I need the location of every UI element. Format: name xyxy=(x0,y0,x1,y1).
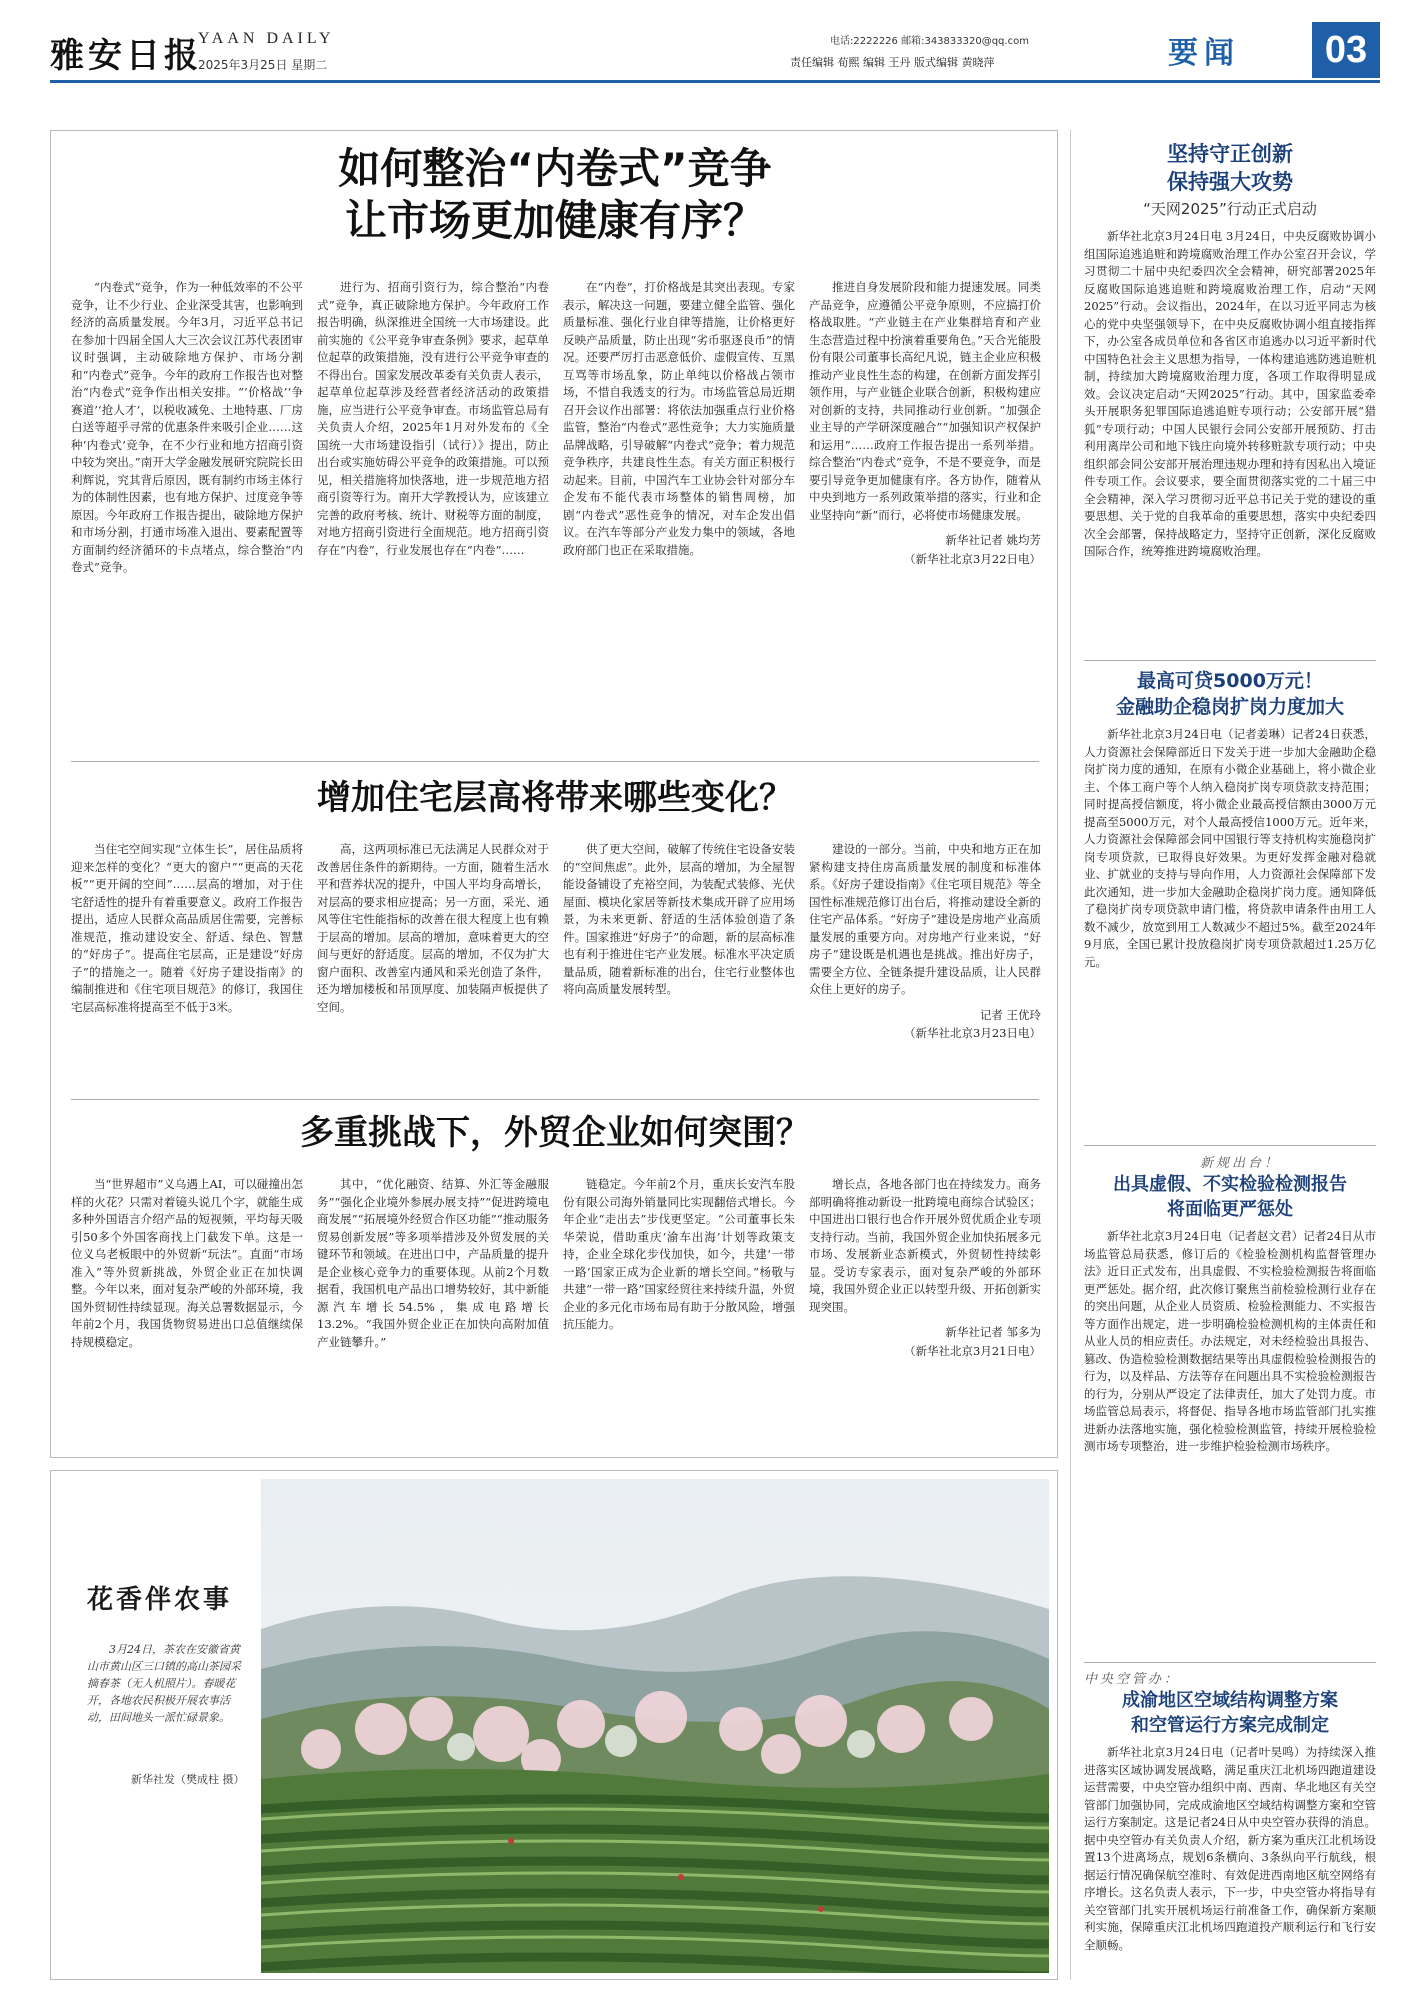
right-article-2-text: 新华社北京3月24日电（记者姜琳）记者24日获悉，人力资源社会保障部近日下发关于进一步加大金融助企稳岗扩岗力度的通知，在原有小微企业基础上，将小微企业主、个体工商户等个人纳入稳岗扩岗专项贷款支持范围；同时提高授信额度，将小微企业最高授信额由3000万元提高至5000万元，对个人最高授信1000万元。近年来，人力资源社会保障部会同中国银行等支持机构实施稳岗扩岗专项贷款，已取得良好效果。为更好发挥金融对稳就业、扩就业的支持与导向作用，人力资源社会保障部下发此次通知，进一步加大金融助企稳岗扩岗力度。通知降低了稳岗扩岗专项贷款申请门槛，将贷款申请条件由用工人数不减少，放宽到用工人数减少不超过5%。截至2024年9月底，全国已累计投放稳岗扩岗专项贷款超过1.25万亿元。 xyxy=(1084,727,1376,969)
divider xyxy=(1084,1145,1376,1146)
article-1-column-3 xyxy=(563,279,795,749)
article-2-column-2 xyxy=(317,841,549,1091)
right-article-3-body xyxy=(1084,1228,1376,1656)
article-3-column-2 xyxy=(317,1176,549,1448)
article-3-column-1 xyxy=(71,1176,303,1448)
right-article-1-subtitle: “天网2025”行动正式启动 xyxy=(1143,200,1317,218)
right-article-1-title-line2: 保持强大攻势 xyxy=(1167,170,1293,194)
article-1-column-2 xyxy=(317,279,549,749)
main-articles-frame xyxy=(50,130,1058,1458)
article-2-title[interactable]: 增加住宅层高将带来哪些变化？ xyxy=(317,778,793,818)
right-article-4-text: 新华社北京3月24日电（记者叶昊鸣）为持续深入推进落实区域协调发展战略，满足重庆江北机场四跑道建设运营需要，中央空管办组织中南、西南、华北地区有关空管部门加强协同，完成成渝地区空域结构调整方案和空管运行方案制定。这是记者24日从中央空管办获得的消息。据中央空管办有关负责人介绍，新方案为重庆江北机场设置13个进离场点，规划6条横向、3条纵向平行航线，根据运行情况确保航空准时、有效促进西南地区航空网络有序增长。这名负责人表示，下一步，中央空管办将指导有关空管部门扎实开展机场运行前准备工作，确保新方案顺利实施，保障重庆江北机场四跑道投产顺利运行和飞行安全顺畅。 xyxy=(1084,1745,1376,1952)
column-divider xyxy=(1070,130,1071,1980)
divider xyxy=(71,761,1039,762)
article-3-column-4 xyxy=(809,1176,1041,1448)
right-article-2-title-line1: 最高可贷5000万元！ xyxy=(1137,670,1323,692)
page-number: 03 xyxy=(1312,22,1380,78)
article-3-text-1: 当“世界超市”义乌遇上AI，可以碰撞出怎样的火花？只需对着镜头说几个字，就能生成多种外国语言介绍产品的短视频，平均每天吸引50多个外国客商找上门截发下单。这是一位义乌老板眼中的外贸新“玩法”。直面“市场准入”等外贸新挑战，外贸企业正在加快调整。今年以来，面对复杂严峻的外部环境，我国外贸韧性持续显现。海关总署数据显示，今年前2个月，我国货物贸易进出口总值继续保持规模稳定。 xyxy=(71,1177,303,1349)
article-2-column-1 xyxy=(71,841,303,1091)
article-3-column-3 xyxy=(563,1176,795,1448)
article-3-dateline: （新华社北京3月21日电） xyxy=(904,1343,1041,1358)
article-1-text-1: “内卷式”竞争，作为一种低效率的不公平竞争，让不少行业、企业深受其害，也影响到经济的高质量发展。今年3月，习近平总书记在参加十四届全国人大三次会议江苏代表团审议时强调，主动破除地方保护、市场分割和“内卷式”竞争。今年的政府工作报告也对整治“内卷式”竞争作出相关安排。“‘价格战’‘争赛道’‘抢人才’，以税收减免、土地特惠、厂房白送等超乎寻常的优惠条件来吸引企业……这种‘内卷式’竞争，在不少行业和地方招商引资中较为突出。”南开大学金融发展研究院院长田利辉说，究其背后原因，既有制约市场主体行为的体制性因素，也有地方保护、过度竞争等原因。今年政府工作报告提出，破除地方保护和市场分割，打通市场准入退出、要素配置等方面制约经济循环的卡点堵点，综合整治“内卷式”竞争。 xyxy=(71,280,303,574)
right-article-1-title[interactable] xyxy=(1080,140,1380,196)
photo-title: 花香伴农事 xyxy=(87,1585,233,1615)
right-article-3-title[interactable] xyxy=(1080,1172,1380,1222)
right-article-4-body xyxy=(1084,1744,1376,1980)
right-article-3-text: 新华社北京3月24日电（记者赵文君）记者24日从市场监管总局获悉，修订后的《检验检测机构监督管理办法》近日正式发布，出具虚假、不实检验检测报告将面临更严惩处。据介绍，此次修订聚焦当前检验检测行业存在的突出问题，从企业人员资质、检验检测能力、不实报告等方面作出规定，进一步明确检验检测机构的主体责任和从业人员的相应责任。办法规定，对未经检验出具报告、篡改、伪造检验检测数据结果等出具虚假检验检测报告的行为，以及样品、方法等存在问题出具不实检验检测报告的行为，分别从严设定了法律责任，加大了处罚力度。市场监管总局表示，将督促、指导各地市场监管部门扎实推进新办法落地实施，强化检验检测监管，持续开展检验检测市场专项整治，进一步维护检验检测市场秩序。 xyxy=(1084,1229,1376,1453)
article-2-column-3 xyxy=(563,841,795,1091)
right-article-4-kicker: 中央空管办： xyxy=(1084,1672,1181,1687)
article-3-reporter: 新华社记者 邹多为 xyxy=(945,1325,1041,1339)
divider xyxy=(1084,660,1376,661)
article-1-title[interactable] xyxy=(51,143,1059,247)
right-article-2-body xyxy=(1084,726,1376,1138)
photo-caption xyxy=(87,1641,245,1726)
article-1-text-2: 进行为、招商引资行为，综合整治“内卷式”竞争，真正破除地方保护。今年政府工作报告明确，纵深推进全国统一大市场建设。此前实施的《公平竞争审查条例》要求，起草单位起草的政策措施，没有进行公平竞争审查的不得出台。国家发展改革委有关负责人表示，起草单位起草涉及经营者经济活动的政策措施，应当进行公平竞争审查。市场监管总局有关负责人介绍，2025年1月对外发布的《全国统一大市场建设指引（试行）》提出，防止出台或实施妨碍公平竞争的政策措施。可以预见，相关措施将加快落地，进一步规范地方招商引资等行为。南开大学教授认为，应该建立完善的政府考核、统计、财税等方面的制度，对地方招商引资进行全面规范。地方招商引资存在“内卷”，行业发展也存在“内卷”…… xyxy=(317,280,549,557)
right-article-3-kicker: 新规出台！ xyxy=(1200,1156,1281,1171)
section-title: 要闻 xyxy=(1168,36,1240,71)
article-2-dateline: （新华社北京3月23日电） xyxy=(904,1026,1041,1040)
article-1-text-3: 在“内卷”，打价格战是其突出表现。专家表示，解决这一问题，要建立健全监管、强化质量标准、强化行业自律等措施，让价格更好反映产品质量，防止出现“劣币驱逐良币”的情况。还要严厉打击恶意低价、虚假宣传、互黑互骂等市场乱象，防止单纯以价格战占领市场，不惜自我透支的行为。市场监管总局近期召开会议作出部署：将依法加强重点行业价格监管，整治“内卷式”恶性竞争；大力实施质量品牌战略，引导破解“内卷式”竞争；着力规范竞争秩序，共建良性生态。有关方面正积极行动起来。目前，中国汽车工业协会针对部分车企发布不能代表市场整体的销售周榜，加剧“内卷式”恶性竞争的情况，对车企发出倡议。在汽车等部分产业发力集中的领域，各地政府部门也正在采取措施。 xyxy=(563,280,795,557)
article-1-column-4 xyxy=(809,279,1041,749)
right-article-4-title[interactable] xyxy=(1080,1688,1380,1738)
photo-feature xyxy=(50,1470,1058,1980)
article-2-text-3: 供了更大空间，破解了传统住宅设备安装的“空间焦虑”。此外，层高的增加，为全屋智能设备铺设了充裕空间，为装配式装修、光伏屋面、模块化家居等新技术集成开辟了应用场景，为未来更新、舒适的生活体验创造了条件。国家推进“好房子”的命题，新的层高标准也有利于推进住宅产业发展。标准水平决定质量品质，随着新标准的出台，住宅行业整体也将向高质量发展转型。 xyxy=(563,842,795,996)
article-2-text-4: 建设的一部分。当前，中央和地方正在加紧构建支持住房高质量发展的制度和标准体系。《好房子建设指南》《住宅项目规范》等全国性标准规范修订出台后，将推动建设全新的住宅产品体系。“好房子”建设是房地产业高质量发展的重要方向。对房地产行业来说，“好房子”建设既是机遇也是挑战。推出好房子，需要全方位、全链条提升建设品质，让人民群众住上更好的房子。 xyxy=(809,842,1041,996)
right-article-1-title-line1: 坚持守正创新 xyxy=(1167,142,1293,166)
article-1-text-4: 推进自身发展阶段和能力提速发展。同类产品竞争，应遵循公平竞争原则，不应搞打价格战取胜。“产业链主在产业集群培育和产业生态营造过程中扮演着重要角色。”天合光能股份有限公司董事长高纪凡说，链主企业应积极推动产业良性生态的构建，在创新方面发挥引领作用，与产业链企业联合创新，积极构建应对创新的支持，共同推动行业创新。“加强企业主导的产学研深度融合”“加强知识产权保护和运用”……政府工作报告提出一系列举措。综合整治“内卷式”竞争，不是不要竞争，而是要引导竞争更加健康有序。各方协作，随着从中央到地方一系列政策举措的落实，行业和企业坚持向“新”而行，必将使市场健康发展。 xyxy=(809,280,1041,522)
issue-date: 2025年3月25日 星期二 xyxy=(198,58,328,72)
divider xyxy=(1084,1662,1376,1663)
right-article-3-title-line2: 将面临更严惩处 xyxy=(1167,1199,1293,1220)
article-1-column-1 xyxy=(71,279,303,749)
article-3-text-4: 增长点，各地各部门也在持续发力。商务部明确将推动新设一批跨境电商综合试验区；中国进出口银行也合作开展外贸优质企业专项支持行动。当前，我国外贸企业加快拓展多元市场、发展新业态新模式，外贸韧性持续彰显。受访专家表示，面对复杂严峻的外部环境，我国外贸企业正以转型升级、开拓创新实现突围。 xyxy=(809,1177,1041,1314)
article-3-title[interactable]: 多重挑战下，外贸企业如何突围？ xyxy=(300,1113,810,1153)
article-1-title-line1: 如何整治“内卷式”竞争 xyxy=(338,144,772,193)
right-article-4-title-line2: 和空管运行方案完成制定 xyxy=(1131,1715,1329,1736)
right-article-2-title[interactable] xyxy=(1080,668,1380,720)
article-2-reporter: 记者 王优玲 xyxy=(979,1007,1041,1022)
photo-caption-text: 3月24日，茶农在安徽省黄山市黄山区三口镇的高山茶园采摘春茶（无人机照片）。春暖花开，各地农民积极开展农事活动，田间地头一派忙碌景象。 xyxy=(87,1643,241,1724)
article-1-dateline: （新华社北京3月22日电） xyxy=(904,551,1041,566)
right-article-4-title-line1: 成渝地区空域结构调整方案 xyxy=(1122,1690,1338,1711)
article-3-text-3: 链稳定。今年前2个月，重庆长安汽车股份有限公司海外销量同比实现翻倍式增长。今年企业“走出去”步伐更坚定。“公司董事长朱华荣说，借助重庆‘渝车出海’计划等政策支持，企业全球化步伐加快，如今，共建‘一带一路’国家正成为企业新的增长空间。”杨敬与共建“一带一路”国家经贸往来持续升温，外贸企业的多元化市场布局有助于分散风险，增强抗压能力。 xyxy=(563,1177,795,1331)
tea-garden-photo[interactable] xyxy=(261,1479,1049,1973)
newspaper-logo: 雅安日报 xyxy=(50,36,202,76)
contact-info: 电话:2222226 邮箱:343833320@qq.com xyxy=(830,36,1029,47)
photo-credit: 新华社发（樊成柱 摄） xyxy=(131,1773,245,1786)
tea-garden-illustration xyxy=(261,1479,1049,1973)
right-article-1-text: 新华社北京3月24日电 3月24日，中央反腐败协调小组国际追逃追赃和跨境腐败治理工作办公室召开会议，学习贯彻二十届中央纪委四次全会精神，研究部署2025年反腐败国际追逃追赃和跨境腐败治理工作，启动“天网2025”行动。会议指出，2024年，在以习近平同志为核心的党中央坚强领导下，在中央反腐败协调小组直接指挥下，办公室各成员单位和各省区市追逃办以习近平新时代中国特色社会主义思想为指导，一体构建追逃防逃追赃机制，持续加大跨境腐败治理力度，各项工作取得明显成效。会议决定启动“天网2025”行动。其中，国家监委牵头开展职务犯罪国际追逃追赃专项行动；公安部开展“猎狐”专项行动；中国人民银行会同公安部开展预防、打击利用离岸公司和地下钱庄向境外转移赃款专项行动；中央组织部会同公安部开展治理违规办理和持有因私出入境证件专项工作。会议要求，要全面贯彻落实党的二十届三中全会精神，深入学习贯彻习近平总书记关于党的建设的重要思想、关于党的自我革命的重要思想，落实中央纪委四次全会部署，保持战略定力，坚持守正创新，深化反腐败国际合作，统筹推进跨境腐败治理。 xyxy=(1084,229,1376,558)
article-2-text-1: 当住宅空间实现“立体生长”，居住品质将迎来怎样的变化？“更大的窗户”“更高的天花板”“更开阔的空间”……层高的增加，对于住宅舒适性的提升有着重要意义。政府工作报告提出，适应人民群众高品质居住需要，完善标准规范，推动建设安全、舒适、绿色、智慧的“好房子”。提高住宅层高，正是建设“好房子”的措施之一。随着《好房子建设指南》的编制推进和《住宅项目规范》的修订，我国住宅层高标准将提高至不低于3米。 xyxy=(71,842,303,1014)
right-article-1-body xyxy=(1084,228,1376,653)
article-2-column-4 xyxy=(809,841,1041,1091)
right-article-3-title-line1: 出具虚假、不实检验检测报告 xyxy=(1113,1174,1347,1195)
article-1-reporter: 新华社记者 姚均芳 xyxy=(945,533,1041,547)
header-rule xyxy=(50,80,1380,83)
masthead xyxy=(50,22,1380,132)
newspaper-name-english: YAAN DAILY xyxy=(198,30,335,47)
editors-list: 责任编辑 荀熙 编辑 王丹 版式编辑 黄晓萍 xyxy=(790,56,995,69)
article-2-text-2: 高，这两项标准已无法满足人民群众对于改善居住条件的新期待。一方面，随着生活水平和营养状况的提升，中国人平均身高增长，对层高的要求相应提高；另一方面，采光、通风等住宅性能指标的改善在很大程度上也有赖于层高的增加。层高的增加，意味着更大的空间与更好的舒适度。层高的增加，不仅为扩大窗户面积、改善室内通风和采光创造了条件，还为增加楼板和吊顶厚度、加装隔声板提供了空间。 xyxy=(317,842,549,1014)
article-1-title-line2: 让市场更加健康有序？ xyxy=(344,196,765,245)
article-3-text-2: 其中，“优化融资、结算、外汇等金融服务”“强化企业境外参展办展支持”“促进跨境电商发展”“拓展境外经贸合作区功能”“推动服务贸易创新发展”等多项举措涉及外贸发展的关键环节和领域。在进出口中，产品质量的提升是企业核心竞争力的重要体现。从前2个月数据看，我国机电产品出口增势较好，其中新能源汽车增长54.5%，集成电路增长13.2%。“我国外贸企业正在加快向高附加值产业链攀升。” xyxy=(317,1177,549,1349)
right-article-2-title-line2: 金融助企稳岗扩岗力度加大 xyxy=(1115,696,1344,718)
divider xyxy=(71,1099,1039,1100)
